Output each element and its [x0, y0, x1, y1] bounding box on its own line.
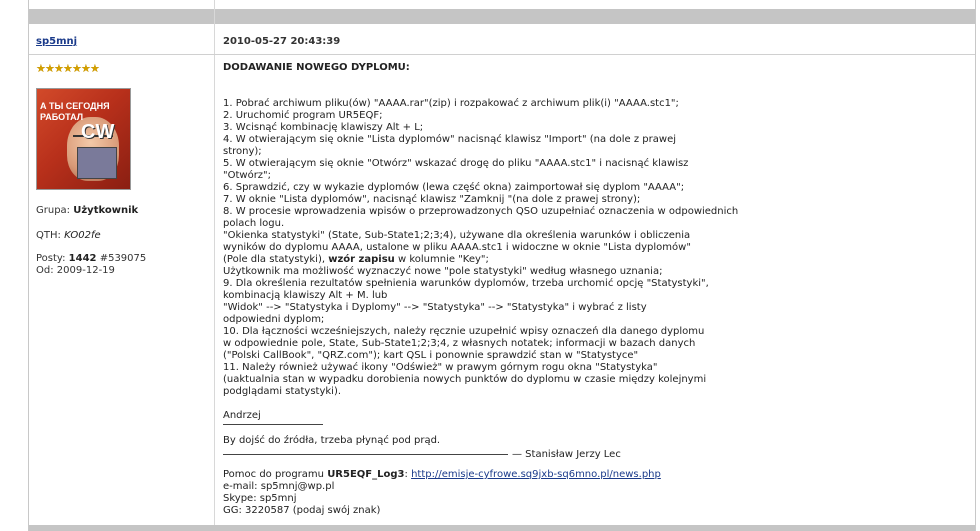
posts-value: 1442: [68, 253, 97, 264]
forum-post-frame: [28, 0, 976, 531]
group-label: Grupa:: [36, 205, 71, 216]
post-separator-bar: [29, 9, 975, 24]
rank-star-icon: ★: [63, 62, 73, 75]
rank-star-icon: ★: [54, 62, 64, 75]
signature-quote-author: — Stanisław Jerzy Lec: [223, 449, 963, 461]
avatar-caption: [40, 101, 128, 123]
post-signoff: Andrzej: [223, 410, 261, 421]
since-label: Od:: [36, 265, 54, 276]
post-line: 6. Sprawdzić, czy w wykazie dyplomów (lewa część okna) zaimportował się dyplom "AAAA";: [223, 182, 685, 193]
post-line: 3. Wcisnąć kombinację klawiszy Alt + L;: [223, 122, 424, 133]
since-value: 2009-12-19: [56, 265, 115, 276]
rank-star-icon: ★: [72, 62, 82, 75]
post-line-key: (Pole dla statystyki), wzór zapisu w kolumnie "Key";: [223, 254, 489, 265]
post-line: "Otwórz";: [223, 170, 272, 181]
post-line: wyników do dyplomu AAAA, ustalone w pliku AAAA.stc1 i widoczne w oknie "Lista dyplomów": [223, 242, 691, 253]
group-value: Użytkownik: [73, 205, 139, 216]
user-qth: [36, 230, 101, 241]
user-posts: [36, 253, 146, 264]
post-line: polach logu.: [223, 218, 285, 229]
rank-star-icon: ★: [45, 62, 55, 75]
rank-star-icon: ★: [81, 62, 91, 75]
signature-gg: GG: 3220587 (podaj swój znak): [223, 505, 381, 516]
post-line: "Okienka statystyki" (State, Sub-State1;2;3;4), używane dla określenia warunków i obliczenia: [223, 230, 691, 241]
signature-email: e-mail: sp5mnj@wp.pl: [223, 481, 335, 492]
rank-star-icon: ★: [90, 62, 100, 75]
post-line: ("Polski CallBook", "QRZ.com"); kart QSL i ponownie sprawdzić stan w "Statystyce": [223, 350, 639, 361]
avatar: [36, 88, 131, 190]
post-line: 2. Uruchomić program UR5EQF;: [223, 110, 383, 121]
post-line: w odpowiednie pole, State, Sub-State1;2;3;4, z własnych notatek; informacji w bazach danych: [223, 338, 696, 349]
post-line: 5. W otwierającym się oknie "Otwórz" wskazać drogę do pliku "AAAA.stc1" i nacisnąć klawisz: [223, 158, 689, 169]
post-body: [223, 62, 963, 517]
post-line: odpowiedni dyplom;: [223, 314, 325, 325]
post-line: 8. W procesie wprowadzenia wpisów o przeprowadzonych QSO uzupełniać oznaczenia w odpowiednich: [223, 206, 739, 217]
qth-value: KO02fe: [64, 230, 101, 241]
signature-quote: By dojść do źródła, trzeba płynąć pod prąd.: [223, 435, 441, 446]
username-link[interactable]: sp5mnj: [36, 36, 78, 47]
post-line: 10. Dla łączności wcześniejszych, należy ręcznie uzupełnić wpisy oznaczeń dla danego dyplomu: [223, 326, 705, 337]
post-line: 9. Dla określenia rezultatów spełnienia warunków dyplomów, trzeba urchomić opcję "Statystyki",: [223, 278, 709, 289]
rank-star-icon: ★: [36, 62, 46, 75]
user-group: [36, 205, 138, 216]
post-line: 1. Pobrać archiwum pliku(ów) "AAAA.rar"(zip) i rozpakować z archiwum plik(i) "AAAA.stc1";: [223, 98, 679, 109]
avatar-caption-line2: РАБОТАЛ: [40, 112, 84, 122]
post-line: 11. Należy również używać ikony "Odśwież" w prawym górnym rogu okna "Statystyka": [223, 362, 658, 373]
post-lines-part2: [223, 266, 963, 398]
column-divider: [214, 0, 215, 531]
user-since: [36, 265, 115, 276]
header-divider: [29, 54, 975, 55]
qth-label: QTH:: [36, 230, 61, 241]
post-line: 7. W oknie "Lista dyplomów", nacisnąć klawisz "Zamknij "(na dole z prawej strony);: [223, 194, 641, 205]
post-bottom-bar: [29, 525, 975, 531]
signature-divider: [223, 424, 323, 425]
rank-stars: [36, 63, 99, 74]
post-line: 4. W otwierającym się oknie "Lista dyplomów" nacisnąć klawisz "Import" (na dole z prawej: [223, 134, 677, 145]
help-link[interactable]: http://emisje-cyfrowe.sq9jxb-sq6mno.pl/news.php: [411, 469, 661, 480]
avatar-caption-line1: А ТЫ СЕГОДНЯ: [40, 101, 110, 111]
post-title: DODAWANIE NOWEGO DYPLOMU:: [223, 62, 410, 73]
signature-skype: Skype: sp5mnj: [223, 493, 297, 504]
avatar-cw-badge: CW: [81, 121, 115, 143]
post-line: (uaktualnia stan w wypadku dorobienia nowych punktów do dyplomu w czasie między kolejnymi: [223, 374, 707, 385]
post-line: strony);: [223, 146, 262, 157]
avatar-radio: [77, 147, 117, 179]
post-line: Użytkownik ma możliwość wyznaczyć nowe "pole statystyki" według własnego uznania;: [223, 266, 663, 277]
post-line: "Widok" --> "Statystyka i Dyplomy" --> "Statystyka" --> "Statystyka" i wybrać z listy: [223, 302, 647, 313]
post-id: #539075: [99, 253, 147, 264]
post-line: kombinacją klawiszy Alt + M. lub: [223, 290, 388, 301]
signature-help: Pomoc do programu UR5EQF_Log3: http://emisje-cyfrowe.sq9jxb-sq6mno.pl/news.php: [223, 469, 661, 480]
post-date: 2010-05-27 20:43:39: [223, 36, 341, 47]
post-lines-part1: [223, 98, 963, 254]
post-line: podglądami statystyki).: [223, 386, 342, 397]
posts-label: Posty:: [36, 253, 66, 264]
